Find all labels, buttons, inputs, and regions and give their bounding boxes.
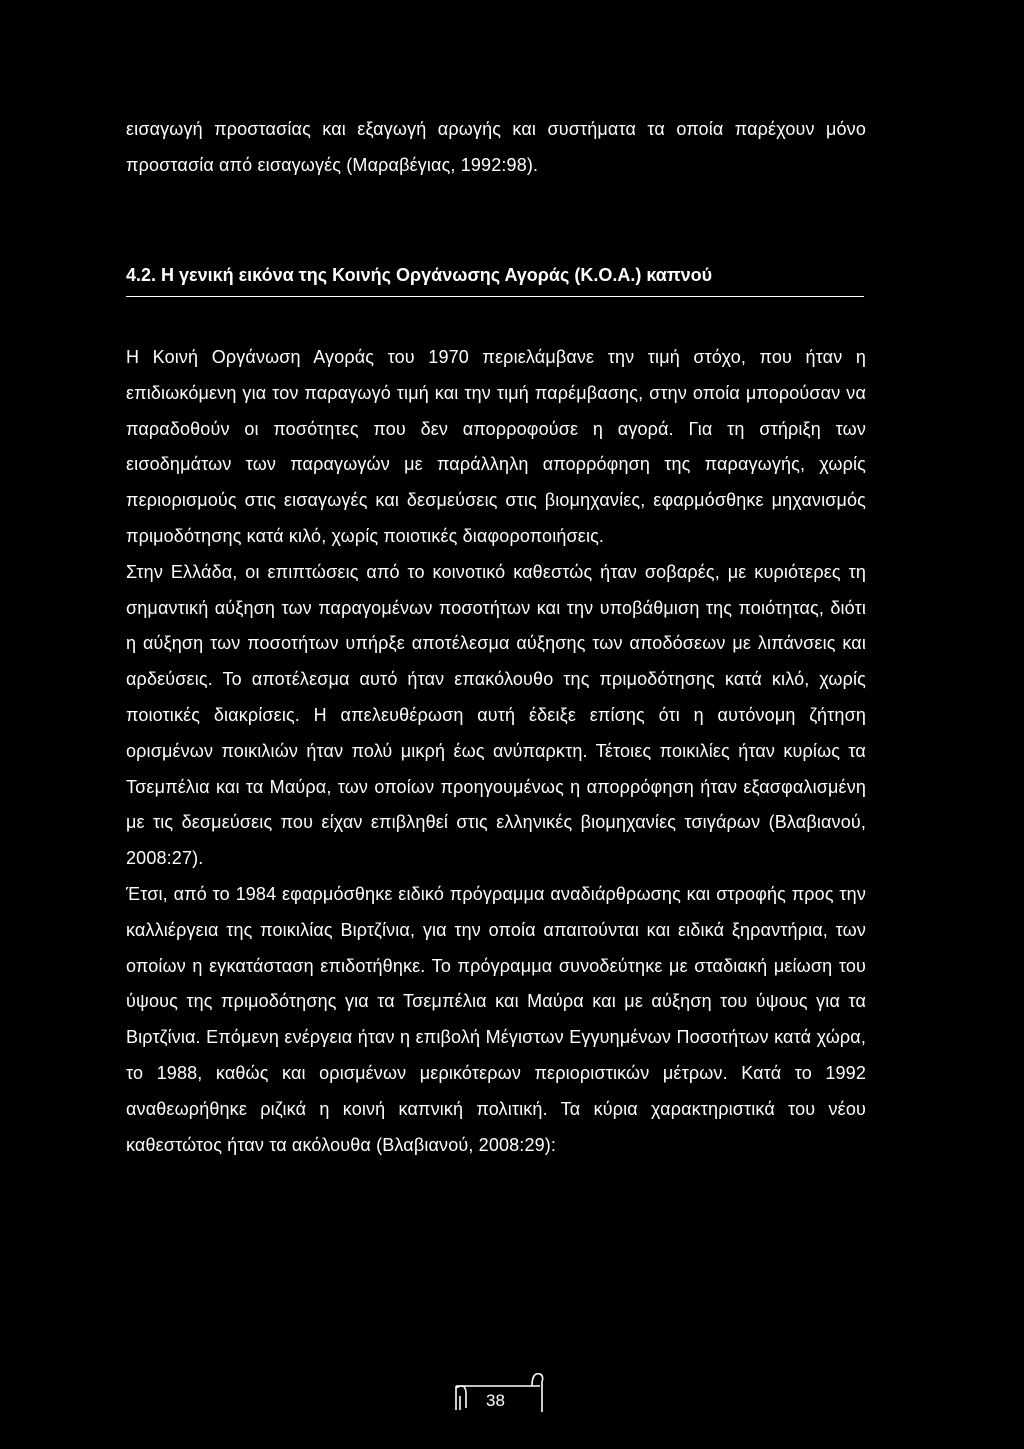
- page-footer: [452, 1364, 546, 1414]
- body-text: [126, 340, 866, 1163]
- body-paragraph-3: Έτσι, από το 1984 εφαρμόσθηκε ειδικό πρόγραμμα αναδιάρθρωσης και στροφής προς την καλλιέργεια της ποικιλίας Βιρτζίνια, για την οποία απαιτούνται και ειδικά ξηραντήρια, των οποίων η εγκατάσταση επιδοτήθηκε. Το πρόγραμμα συνοδεύτηκε με σταδιακή μείωση του ύψους της πριμοδότησης για τα Τσεμπέλια και Μαύρα και με αύξηση του ύψους για τα Βιρτζίνια. Επόμενη ενέργεια ήταν η επιβολή Μέγιστων Εγγυημένων Ποσοτήτων κατά χώρα, το 1988, καθώς και ορισμένων μερικότερων περιοριστικών μέτρων. Κατά το 1992 αναθεωρήθηκε ριζικά η κοινή καπνική πολιτική. Τα κύρια χαρακτηριστικά του νέου καθεστώτος ήταν τα ακόλουθα (Βλαβιανού, 2008:29):: [126, 883, 866, 1155]
- body-paragraph-2: Στην Ελλάδα, οι επιπτώσεις από το κοινοτικό καθεστώς ήταν σοβαρές, με κυριότερες τη σημαντική αύξηση των παραγομένων ποσοτήτων και την υποβάθμιση της ποιότητας, διότι η αύξηση των ποσοτήτων υπήρξε αποτέλεσμα αύξησης των αποδόσεων με λιπάνσεις και αρδεύσεις. Το αποτέλεσμα αυτό ήταν επακόλουθο της πριμοδότησης κατά κιλό, χωρίς ποιοτικές διακρίσεις. Η απελευθέρωση αυτή έδειξε επίσης ότι η αυτόνομη ζήτηση ορισμένων ποικιλιών ήταν πολύ μικρή έως ανύπαρκτη. Τέτοιες ποικιλίες ήταν κυρίως τα Τσεμπέλια και τα Μαύρα, των οποίων προηγουμένως η απορρόφηση ήταν εξασφαλισμένη με τις δεσμεύσεις που είχαν επιβληθεί στις ελληνικές βιομηχανίες τσιγάρων (Βλαβιανού, 2008:27).: [126, 561, 866, 869]
- page-number: 38: [486, 1391, 505, 1410]
- body-paragraph-1: Η Κοινή Οργάνωση Αγοράς του 1970 περιελάμβανε την τιμή στόχο, που ήταν η επιδιωκόμενη για τον παραγωγό τιμή και την τιμή παρέμβασης, στην οποία μπορούσαν να παραδοθούν οι ποσότητες που δεν απορροφούσε η αγορά. Για τη στήριξη των εισοδημάτων των παραγωγών με παράλληλη απορρόφηση της παραγωγής, χωρίς περιορισμούς στις εισαγωγές και δεσμεύσεις στις βιομηχανίες, εφαρμόσθηκε μηχανισμός πριμοδότησης κατά κιλό, χωρίς ποιοτικές διαφοροποιήσεις.: [126, 347, 866, 546]
- section-heading: 4.2. Η γενική εικόνα της Κοινής Οργάνωσης Αγοράς (Κ.Ο.Α.) καπνού: [126, 265, 713, 285]
- intro-paragraph: εισαγωγή προστασίας και εξαγωγή αρωγής και συστήματα τα οποία παρέχουν μόνο προστασία από εισαγωγές (Μαραβέγιας, 1992:98).: [126, 119, 866, 175]
- heading-underline: [126, 296, 864, 297]
